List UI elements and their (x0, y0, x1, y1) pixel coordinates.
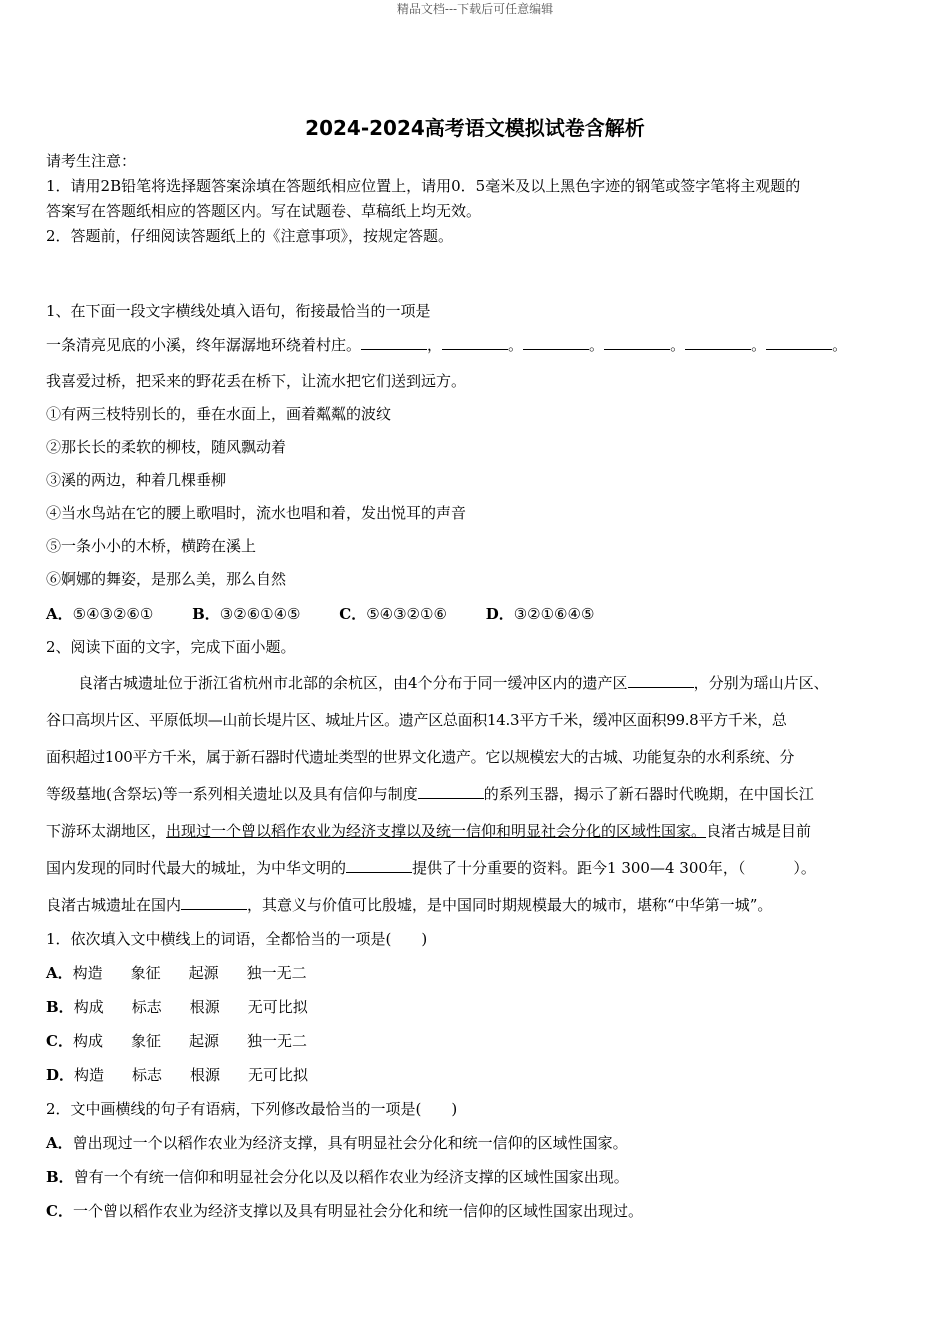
notice-line-1: 1．请用2B铅笔将选择题答案涂填在答题纸相应位置上，请用0．5毫米及以上黑色字迹的钢笔或签字笔将主观题的 (46, 177, 801, 195)
notice-line-1b: 答案写在答题纸相应的答题区内。写在试题卷、草稿纸上均无效。 (46, 202, 482, 220)
sub1-option-c[interactable]: C．构成 象征 起源 独一无二 (46, 1032, 307, 1050)
sub1-option-b[interactable]: B．构成 标志 根源 无可比拟 (46, 998, 308, 1016)
passage-line: 面积超过100平方千米，属于新石器时代遗址类型的世界文化遗产。它以规模宏大的古城、功能复杂的水利系统、分 (46, 748, 795, 766)
notice-heading: 请考生注意： (46, 152, 137, 170)
sub2-stem: 2．文中画横线的句子有语病，下列修改最恰当的一项是( ) (46, 1100, 458, 1118)
q1-text-a-body: 一条清亮见底的小溪，终年潺潺地环绕着村庄。 (46, 336, 362, 354)
q1-stem: 1、在下面一段文字横线处填入语句，衔接最恰当的一项是 (46, 302, 431, 320)
passage-line: 等级墓地(含祭坛)等一系列相关遗址以及具有信仰与制度 的系列玉器，揭示了新石器时代晚期，在中国长江 (46, 785, 814, 803)
q1-text-a: 一条清亮见底的小溪，终年潺潺地环绕着村庄。 ， 。 。 。 。 。 (46, 336, 848, 354)
q1-item: ②那长长的柔软的柳枝，随风飘动着 (46, 438, 287, 456)
passage-line: 下游环太湖地区，出现过一个曾以稻作农业为经济支撑以及统一信仰和明显社会分化的区域性国家。良渚古城是目前 (46, 822, 812, 840)
blank (361, 337, 427, 350)
q1-text-b: 我喜爱过桥，把采来的野花丢在桥下，让流水把它们送到远方。 (46, 372, 467, 390)
sub2-option-c[interactable]: C．一个曾以稻作农业为经济支撑以及具有明显社会分化和统一信仰的区域性国家出现过。 (46, 1202, 643, 1220)
notice-line-2: 2．答题前，仔细阅读答题纸上的《注意事项》，按规定答题。 (46, 227, 454, 245)
q1-item: ⑤一条小小的木桥，横跨在溪上 (46, 537, 257, 555)
q1-item: ①有两三枝特别长的，垂在水面上，画着粼粼的波纹 (46, 405, 392, 423)
sub1-stem: 1．依次填入文中横线上的词语，全都恰当的一项是( ) (46, 930, 428, 948)
page-title: 2024-2024高考语文模拟试卷含解析 (305, 116, 645, 140)
sub2-option-b[interactable]: B．曾有一个有统一信仰和明显社会分化以及以稻作农业为经济支撑的区域性国家出现。 (46, 1168, 629, 1186)
q1-option-d[interactable]: D．③②①⑥④⑤ (485, 605, 595, 623)
blank (346, 860, 412, 873)
q1-options (46, 605, 628, 623)
passage-line: 国内发现的同时代最大的城址，为中华文明的 提供了十分重要的资料。距今1 300—4 300年，（ ）。 (46, 859, 816, 877)
blank (181, 897, 247, 910)
blank (523, 337, 589, 350)
passage-line: 谷口高坝片区、平原低坝—山前长堤片区、城址片区。遗产区总面积14.3平方千米，缓冲区面积99.8平方千米，总 (46, 711, 787, 729)
sub1-option-a[interactable]: A．构造 象征 起源 独一无二 (46, 964, 307, 982)
blank (442, 337, 508, 350)
q2-stem: 2、阅读下面的文字，完成下面小题。 (46, 638, 296, 656)
blank (766, 337, 832, 350)
blank (628, 675, 694, 688)
underlined-sentence: 出现过一个曾以稻作农业为经济支撑以及统一信仰和明显社会分化的区域性国家。 (166, 822, 707, 840)
q1-option-c[interactable]: C．⑤④③②①⑥ (339, 605, 447, 623)
q1-option-a[interactable]: A．⑤④③②⑥① (46, 605, 154, 623)
header-note: 精品文档---下载后可任意编辑 (396, 2, 554, 16)
q1-item: ④当水鸟站在它的腰上歌唱时，流水也唱和着，发出悦耳的声音 (46, 504, 467, 522)
blank (685, 337, 751, 350)
blank (418, 786, 484, 799)
blank (604, 337, 670, 350)
sub2-option-a[interactable]: A．曾出现过一个以稻作农业为经济支撑，具有明显社会分化和统一信仰的区域性国家。 (46, 1134, 628, 1152)
q1-item: ⑥婀娜的舞姿，是那么美，那么自然 (46, 570, 287, 588)
sub1-option-d[interactable]: D．构造 标志 根源 无可比拟 (46, 1066, 309, 1084)
passage-line: 良渚古城遗址位于浙江省杭州市北部的余杭区，由4个分布于同一缓冲区内的遗产区 ，分别为瑶山片区、 (78, 674, 829, 692)
q1-option-b[interactable]: B．③②⑥①④⑤ (192, 605, 301, 623)
q1-item: ③溪的两边，种着几棵垂柳 (46, 471, 227, 489)
passage-line: 良渚古城遗址在国内 ，其意义与价值可比殷墟，是中国同时期规模最大的城市，堪称“中华第一城”。 (46, 896, 773, 914)
